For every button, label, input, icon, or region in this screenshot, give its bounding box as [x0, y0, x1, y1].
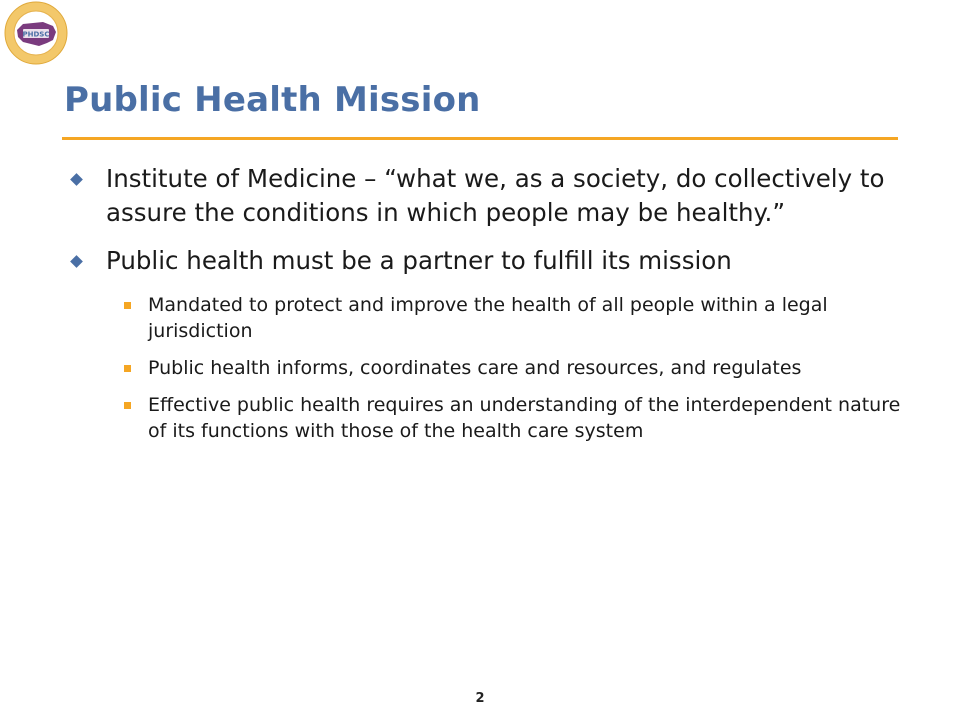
slide-title: Public Health Mission [64, 80, 481, 120]
phdsc-logo [3, 0, 69, 66]
title-underline [62, 137, 898, 140]
sub-bullet-item [64, 392, 924, 444]
diamond-bullet-icon [70, 173, 83, 186]
sub-bullet-text: Effective public health requires an understanding of the interdependent nature of its functions with those of the health care system [148, 394, 901, 442]
sub-bullet-text: Mandated to protect and improve the health of all people within a legal jurisdiction [148, 294, 828, 342]
square-bullet-icon [124, 402, 131, 409]
diamond-bullet-icon [70, 255, 83, 268]
square-bullet-icon [124, 302, 131, 309]
sub-bullet-item [64, 292, 924, 344]
svg-text:PHDSC: PHDSC [22, 30, 50, 39]
bullet-text: Public health must be a partner to fulfill its mission [106, 246, 732, 275]
bullet-item [64, 244, 924, 278]
sub-bullet-item [64, 355, 924, 381]
bullet-item [64, 162, 924, 230]
page-number: 2 [475, 691, 485, 706]
bullet-list [64, 162, 924, 455]
square-bullet-icon [124, 365, 131, 372]
sub-bullet-text: Public health informs, coordinates care and resources, and regulates [148, 357, 802, 379]
bullet-text: Institute of Medicine – “what we, as a society, do collectively to assure the conditions in which people may be healthy.” [106, 164, 885, 227]
